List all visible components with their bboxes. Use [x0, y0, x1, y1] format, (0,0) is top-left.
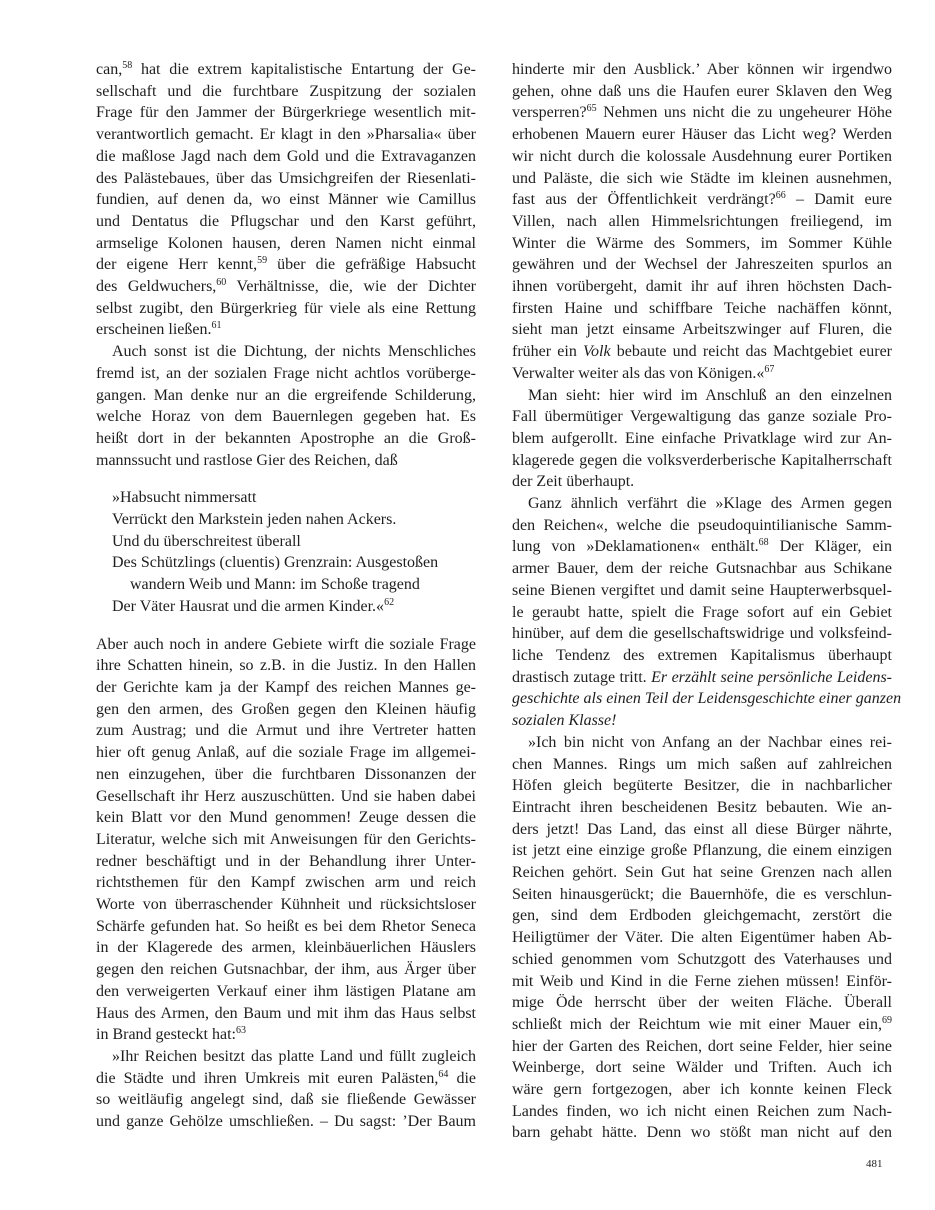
text-run: seine Bienen vergiftet und damit seine Haupterwerbsquel- [512, 581, 892, 599]
text-run: die maßlose Jagd nach dem Gold und die Extravaganzen [96, 147, 476, 165]
footnote-ref: 63 [235, 1025, 246, 1037]
text-line [512, 927, 892, 949]
text-line [96, 233, 476, 255]
text-run: klagerede gegen die volksverderberische Kapitalherrschaft [512, 451, 892, 469]
text-line [512, 385, 892, 407]
footnote-ref: 66 [775, 190, 786, 202]
paragraph [512, 59, 892, 385]
text-run: redner beschäftigt und in der Behandlung ihrer Unter- [96, 852, 476, 870]
text-line [96, 276, 476, 298]
text-line [512, 363, 892, 385]
text-line [96, 742, 476, 764]
text-line [96, 574, 476, 596]
emphasis-text: Volk [583, 343, 611, 361]
text-run: schließt mich der Reichtum wie mit einer Mauer ein, [512, 1015, 882, 1033]
text-run: und Paläste, die sich wie Städte im kleinen ausnehmen, [512, 169, 892, 187]
text-line [96, 1024, 476, 1046]
emphasis-text: sozialen Klasse! [512, 712, 617, 730]
text-line [96, 146, 476, 168]
footnote-ref: 69 [882, 1014, 892, 1026]
text-run: so weitläufig angelegt sind, daß sie fließende Gewässer [96, 1091, 476, 1109]
text-line [512, 536, 892, 558]
text-line [512, 949, 892, 971]
paragraph [96, 634, 476, 1046]
text-line [96, 699, 476, 721]
text-run: Der Väter Hausrat und die armen Kinder.« [112, 597, 385, 615]
text-line [96, 1111, 476, 1133]
text-line [512, 971, 892, 993]
text-run: Landes finden, wo ich nicht einen Reichen zum Nach- [512, 1102, 892, 1120]
text-run: Der Kläger, ein [768, 538, 893, 556]
text-run: mannssucht und rastlose Gier des Reichen, daß [96, 451, 398, 469]
text-run: über die gefräßige Habsucht [267, 256, 477, 274]
text-run: fundien, auf denen da, wo einst Männer wie Camillus [96, 191, 476, 209]
footnote-ref: 58 [122, 60, 133, 71]
text-line [512, 862, 892, 884]
text-line [96, 634, 476, 656]
text-line [96, 677, 476, 699]
text-run: drastisch zutage tritt. [512, 668, 652, 686]
text-run: Eintracht ihren bescheidenen Besitz bebauten. Wie an- [512, 798, 892, 816]
text-line [512, 710, 892, 732]
text-run: und Dentatus die Pflugschar und den Karst geführt, [96, 212, 476, 230]
text-run: Auch sonst ist die Dichtung, der nichts Menschliches [112, 343, 476, 361]
text-run: armselige Kolonen hausen, deren Namen nicht einmal [96, 234, 476, 252]
text-run: schied genommen vom Schutzgott des Vaterhauses und [512, 950, 892, 968]
text-run: hinderte mir den Ausblick.’ Aber können wir irgendwo [512, 61, 892, 78]
text-run: ist jetzt eine einzige große Pflanzung, die einem einzigen [512, 842, 892, 860]
text-line [96, 552, 476, 574]
text-run: gewähren und der Wechsel der Jahreszeiten spurlos an [512, 256, 892, 274]
text-line [512, 884, 892, 906]
text-line [512, 992, 892, 1014]
text-run: le geraubt hatte, spielt die Frage sofort auf ein Gebiet [512, 603, 892, 621]
text-run: hat die extrem kapitalistische Entartung der Ge- [132, 61, 476, 78]
text-line [96, 363, 476, 385]
text-run: fast aus der Öffentlichkeit verdrängt? [512, 191, 776, 209]
text-run: Verhältnisse, die, wie der Dichter [226, 278, 476, 296]
text-line [512, 211, 892, 233]
text-run: Frage für den Jammer der Bürgerkriege wesentlich mit- [96, 104, 476, 122]
text-run: verantwortlich gemacht. Er klagt in den »Pharsalia« über [96, 126, 476, 144]
text-line [512, 905, 892, 927]
paragraph [96, 1046, 476, 1133]
text-line [512, 1079, 892, 1101]
text-line [96, 254, 476, 276]
text-line [96, 450, 476, 472]
text-run: barn gehabt hätte. Denn wo stößt man nicht auf den [512, 1124, 892, 1142]
text-line [96, 1068, 476, 1090]
text-run: ihnen vorübergeht, damit ihr auf ihren höchsten Dach- [512, 278, 892, 296]
text-run: Des Schützlings (cluentis) Grenzrain: Ausgestoßen [112, 554, 439, 572]
text-run: welche Horaz von dem Bauernlegen gegeben hat. Es [96, 408, 476, 426]
text-line [96, 829, 476, 851]
paragraph [96, 341, 476, 471]
footnote-ref: 67 [764, 363, 775, 375]
text-line [512, 732, 892, 754]
text-line [96, 59, 476, 81]
text-run: gen den armen, des Großen gegen den Kleinen häufig [96, 700, 476, 718]
text-line [512, 254, 892, 276]
text-run: wäre gern fortgezogen, aber ich konnte keinen Fleck [512, 1081, 892, 1099]
right-column [512, 59, 902, 1144]
text-line [96, 981, 476, 1003]
text-run: versperren? [512, 104, 587, 122]
text-line [96, 531, 476, 553]
text-line [512, 754, 892, 776]
text-run: gen, sind dem Erdboden gleichgemacht, zerstört die [512, 907, 892, 925]
emphasis-text: Er erzählt seine persönliche Leidens- [651, 668, 893, 686]
text-line [512, 775, 892, 797]
text-line [512, 819, 892, 841]
verse-quotation [96, 487, 476, 617]
text-run: lung von »Deklamationen« enthält. [512, 538, 759, 556]
text-run: fremd ist, an der sozialen Frage nicht achtlos vorüberge- [96, 364, 476, 382]
text-run: can, [96, 61, 123, 78]
text-run: »Habsucht nimmersatt [112, 489, 257, 507]
text-run: armer Bauer, dem der reiche Gutsnachbar aus Schikane [512, 560, 892, 578]
text-run: des Geldwuchers, [96, 278, 217, 296]
text-line [96, 894, 476, 916]
text-run: Villen, nach allen Himmelsrichtungen freiliegend, im [512, 212, 892, 230]
text-run: Man sieht: hier wird im Anschluß an den einzelnen [528, 386, 892, 404]
text-line [512, 1101, 892, 1123]
text-line [512, 341, 892, 363]
text-run: hier oft genug Anlaß, auf die soziale Frage im allgemei- [96, 744, 476, 762]
text-run: Nehmen uns nicht die zu ungeheurer Höhe [596, 104, 892, 122]
text-line [512, 1122, 892, 1144]
text-line [96, 851, 476, 873]
text-line [512, 688, 902, 710]
left-column [96, 59, 476, 1133]
text-line [96, 1046, 476, 1068]
text-run: Gesellschaft ihr Herz auszuschütten. Und sie haben dabei [96, 787, 476, 805]
paragraph [512, 385, 892, 494]
text-line [96, 916, 476, 938]
text-run: Seiten hinausgerückt; die Bauernhöfe, die es verschlun- [512, 885, 892, 903]
text-run: die [448, 1069, 476, 1087]
text-line [512, 428, 892, 450]
text-line [512, 1036, 892, 1058]
text-run: erscheinen ließen. [96, 321, 212, 339]
text-line [96, 655, 476, 677]
text-line [512, 580, 892, 602]
text-line [96, 406, 476, 428]
text-run: firsten Haine und schiffbare Teiche nachäffen könnt, [512, 299, 892, 317]
text-line [96, 81, 476, 103]
text-line [96, 509, 476, 531]
text-run: sieht man jetzt einsame Arbeitszwinger auf Fluren, die [512, 321, 892, 339]
text-line [512, 515, 892, 537]
text-run: und ganze Gehölze umschließen. – Du sagst: ’Der Baum [96, 1113, 476, 1131]
text-line [512, 124, 892, 146]
text-line [96, 487, 476, 509]
paragraph [96, 59, 476, 341]
text-run: liche Tendenz des extremen Kapitalismus überhaupt [512, 646, 892, 664]
paragraph [512, 732, 892, 1144]
text-run: chen Mannes. Rings um mich saßen auf zahlreichen [512, 755, 892, 773]
text-run: Worte von überraschender Kühnheit und rücksichtsloser [96, 896, 476, 914]
text-run: Literatur, welche sich mit Anweisungen für den Gerichts- [96, 830, 476, 848]
text-line [96, 124, 476, 146]
text-run: der Gerichte kam ja der Kampf des reichen Mannes ge- [96, 678, 476, 696]
text-line [512, 298, 892, 320]
text-run: »Ich bin nicht von Anfang an der Nachbar eines rei- [528, 733, 892, 751]
footnote-ref: 65 [586, 103, 597, 115]
text-line [96, 807, 476, 829]
text-line [96, 786, 476, 808]
text-run: hier der Garten des Reichen, dort seine Felder, hier seine [512, 1037, 892, 1055]
text-line [512, 146, 892, 168]
text-run: der Zeit überhaupt. [512, 473, 635, 491]
text-line [512, 450, 892, 472]
text-run: Ganz ähnlich verfährt die »Klage des Armen gegen [528, 495, 892, 513]
text-run: Schärfe gefunden hat. So heißt es bei dem Rhetor Seneca [96, 917, 476, 935]
text-line [512, 840, 892, 862]
text-run: Aber auch noch in andere Gebiete wirft die soziale Frage [96, 635, 476, 653]
text-line [96, 298, 476, 320]
text-run: Verrückt den Markstein jeden nahen Ackers. [112, 511, 397, 529]
text-run: wir nicht durch die kolossale Ausdehnung eurer Portiken [512, 147, 892, 165]
text-run: in Brand gesteckt hat: [96, 1026, 236, 1044]
text-line [96, 385, 476, 407]
text-run: früher ein [512, 343, 584, 361]
text-run: Und du überschreitest überall [112, 532, 301, 550]
text-line [96, 1089, 476, 1111]
text-line [512, 276, 892, 298]
text-line [512, 406, 892, 428]
text-run: richtsthemen für den Kampf zwischen arm und reich [96, 874, 476, 892]
text-line [96, 341, 476, 363]
text-run: den verweigerten Verkauf einer ihm lästigen Platane am [96, 982, 476, 1000]
text-line [96, 319, 476, 341]
text-run: gangen. Man denke nur an die ergreifende Schilderung, [96, 386, 476, 404]
text-run: Haus des Armen, den Baum und mit ihm das Haus selbst [96, 1004, 476, 1022]
text-line [512, 233, 892, 255]
text-line [96, 937, 476, 959]
text-line [512, 645, 892, 667]
text-line [512, 623, 892, 645]
text-run: ders jetzt! Das Land, das einst all diese Bürger nährte, [512, 820, 892, 838]
text-line [512, 189, 892, 211]
text-run: Fall übermütiger Vergewaltigung das ganze soziale Pro- [512, 408, 892, 426]
text-run: der eigene Herr kennt, [96, 256, 258, 274]
text-line [96, 211, 476, 233]
text-run: hinüber, auf dem die gesellschaftswidrige und volksfeind- [512, 625, 892, 643]
text-line [96, 1003, 476, 1025]
footnote-ref: 61 [211, 320, 222, 332]
text-line [512, 81, 892, 103]
text-run: zum Austrag; und die Armut und ihre Vertreter hatten [96, 722, 476, 740]
footnote-ref: 68 [758, 537, 769, 549]
footnote-ref: 60 [216, 277, 227, 289]
text-run: sellschaft und die furchtbare Zuspitzung der sozialen [96, 82, 476, 100]
text-run: wandern Weib und Mann: im Schoße tragend [130, 576, 420, 594]
text-run: heißt dort in der bekannten Apostrophe an die Groß- [96, 429, 476, 447]
text-line [512, 602, 892, 624]
text-run: Winter die Wärme des Sommers, im Sommer Kühle [512, 234, 892, 252]
text-line [512, 1057, 892, 1079]
paragraph [512, 493, 902, 732]
text-run: kein Blatt vor den Mund genommen! Zeuge dessen die [96, 809, 476, 827]
text-run: mit Weib und Kind in die Ferne ziehen müssen! Einför- [512, 972, 892, 990]
text-line [96, 428, 476, 450]
text-run: gehen, ohne daß uns die Haufen eurer Sklaven den Weg [512, 82, 892, 100]
text-line [512, 168, 892, 190]
text-run: Verwalter weiter als das von Königen.« [512, 364, 765, 382]
text-run: ihre Schatten hinein, so z.B. in die Justiz. In den Hallen [96, 657, 476, 675]
text-line [512, 797, 892, 819]
text-line [96, 959, 476, 981]
text-run: die Städte und ihren Umkreis mit euren Palästen, [96, 1069, 439, 1087]
footnote-ref: 62 [384, 596, 395, 608]
text-run: mige Öde herrscht über der weiten Fläche. Überall [512, 994, 892, 1012]
text-run: gegen den reichen Gutsnachbar, der ihm, aus Ärger über [96, 961, 476, 979]
text-run: des Palästebaues, über das Umsichgreifen der Riesenlati- [96, 169, 476, 187]
text-run: Höfen gleich begüterte Besitzer, die in nachbarlicher [512, 777, 892, 795]
text-line [96, 764, 476, 786]
text-line [96, 720, 476, 742]
text-run: bebaute und reicht das Machtgebiet eurer [610, 343, 893, 361]
text-run: – Damit eure [785, 191, 892, 209]
text-run: Heiligtümer der Väter. Die alten Eigentümer haben Ab- [512, 929, 892, 947]
text-line [512, 102, 892, 124]
text-line [96, 596, 476, 618]
text-run: erhobenen Mauern eurer Häuser das Licht weg? Werden [512, 126, 892, 144]
text-line [96, 102, 476, 124]
footnote-ref: 64 [438, 1068, 449, 1080]
text-line [512, 493, 892, 515]
text-run: den Reichen«, welche die pseudoquintilianische Samm- [512, 516, 892, 534]
footnote-ref: 59 [257, 255, 268, 267]
page-number: 481 [866, 1158, 883, 1170]
text-line [96, 872, 476, 894]
emphasis-text: geschichte als einen Teil der Leidensgeschichte einer ganzen [512, 690, 902, 708]
text-run: selbst zugibt, den Bürgerkrieg für viele als eine Rettung [96, 299, 476, 317]
text-run: Reichen gehört. Sein Gut hat seine Grenzen nach allen [512, 864, 892, 882]
text-run: »Ihr Reichen besitzt das platte Land und füllt zugleich [112, 1047, 476, 1065]
text-line [512, 1014, 892, 1036]
text-line [512, 667, 892, 689]
text-line [96, 168, 476, 190]
text-line [96, 189, 476, 211]
text-run: Weinberge, dort seine Wälder und Triften. Auch ich [512, 1059, 892, 1077]
text-line [512, 558, 892, 580]
text-line [512, 319, 892, 341]
text-line [512, 59, 892, 81]
text-run: nen einzugehen, über die furchtbaren Dissonanzen der [96, 765, 476, 783]
text-line [512, 471, 892, 493]
text-run: in der Klagerede des armen, kleinbäuerlichen Häuslers [96, 939, 476, 957]
text-run: blem aufgerollt. Eine einfache Privatklage wird zur An- [512, 429, 892, 447]
